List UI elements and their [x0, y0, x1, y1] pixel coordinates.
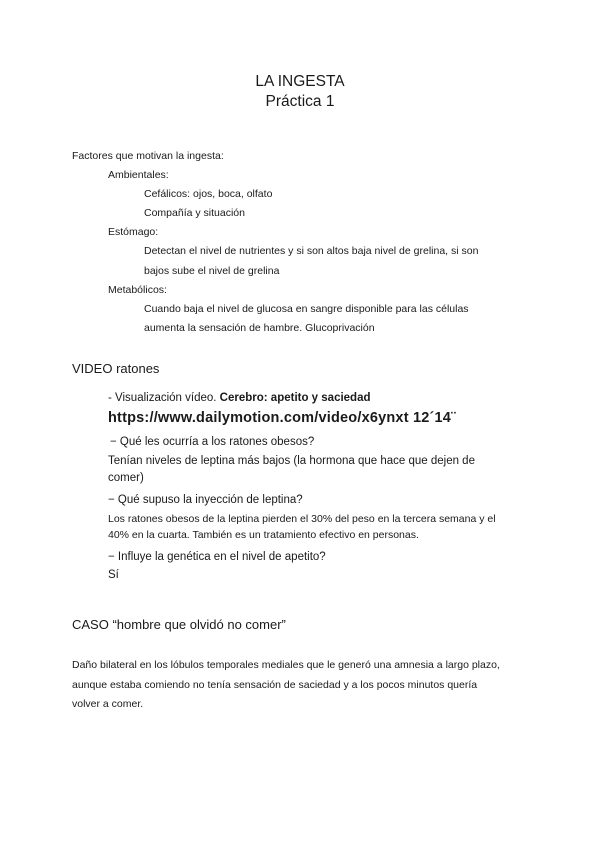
- question: − Qué les ocurría a los ratones obesos?: [110, 436, 315, 448]
- answer-line: Tenían niveles de leptina más bajos (la hormona que hace que dejen de: [108, 455, 475, 467]
- answer-line: Los ratones obesos de la leptina pierden el 30% del peso en la tercera semana y el: [108, 513, 496, 525]
- group-line: bajos sube el nivel de grelina: [144, 265, 280, 277]
- answer-line: Sí: [108, 569, 119, 581]
- group-line: Cefálicos: ojos, boca, olfato: [144, 188, 273, 200]
- group-line: Cuando baja el nivel de glucosa en sangre disponible para las células: [144, 303, 469, 315]
- document-subtitle: Práctica 1: [265, 93, 335, 110]
- group-line: Compañía y situación: [144, 207, 245, 219]
- case-line: volver a comer.: [72, 698, 144, 710]
- group-label-estomago: Estómago:: [108, 226, 159, 238]
- document-title: LA INGESTA: [255, 73, 345, 90]
- question: − Qué supuso la inyección de leptina?: [108, 494, 303, 506]
- group-label-metabolicos: Metabólicos:: [108, 284, 167, 296]
- video-item: [108, 392, 371, 404]
- video-url-link[interactable]: https://www.dailymotion.com/video/x6ynxt 12´14¨: [108, 410, 457, 426]
- factors-heading: Factores que motivan la ingesta:: [72, 150, 224, 162]
- question: − Influye la genética en el nivel de apetito?: [108, 551, 326, 563]
- group-label-ambientales: Ambientales:: [108, 169, 169, 181]
- group-line: aumenta la sensación de hambre. Glucoprivación: [144, 322, 375, 334]
- video-item-prefix: - Visualización vídeo.: [108, 392, 217, 404]
- answer-line: comer): [108, 472, 144, 484]
- case-line: Daño bilateral en los lóbulos temporales mediales que le generó una amnesia a largo plazo,: [72, 659, 500, 671]
- group-line: Detectan el nivel de nutrientes y si son altos baja nivel de grelina, si son: [144, 245, 479, 257]
- answer-line: 40% en la cuarta. También es un tratamiento efectivo en personas.: [108, 529, 419, 541]
- case-line: aunque estaba comiendo no tenía sensación de saciedad y a los pocos minutos quería: [72, 679, 478, 691]
- video-item-title: Cerebro: apetito y saciedad: [219, 392, 371, 404]
- case-heading: CASO “hombre que olvidó no comer”: [72, 617, 286, 632]
- video-heading: VIDEO ratones: [72, 361, 160, 376]
